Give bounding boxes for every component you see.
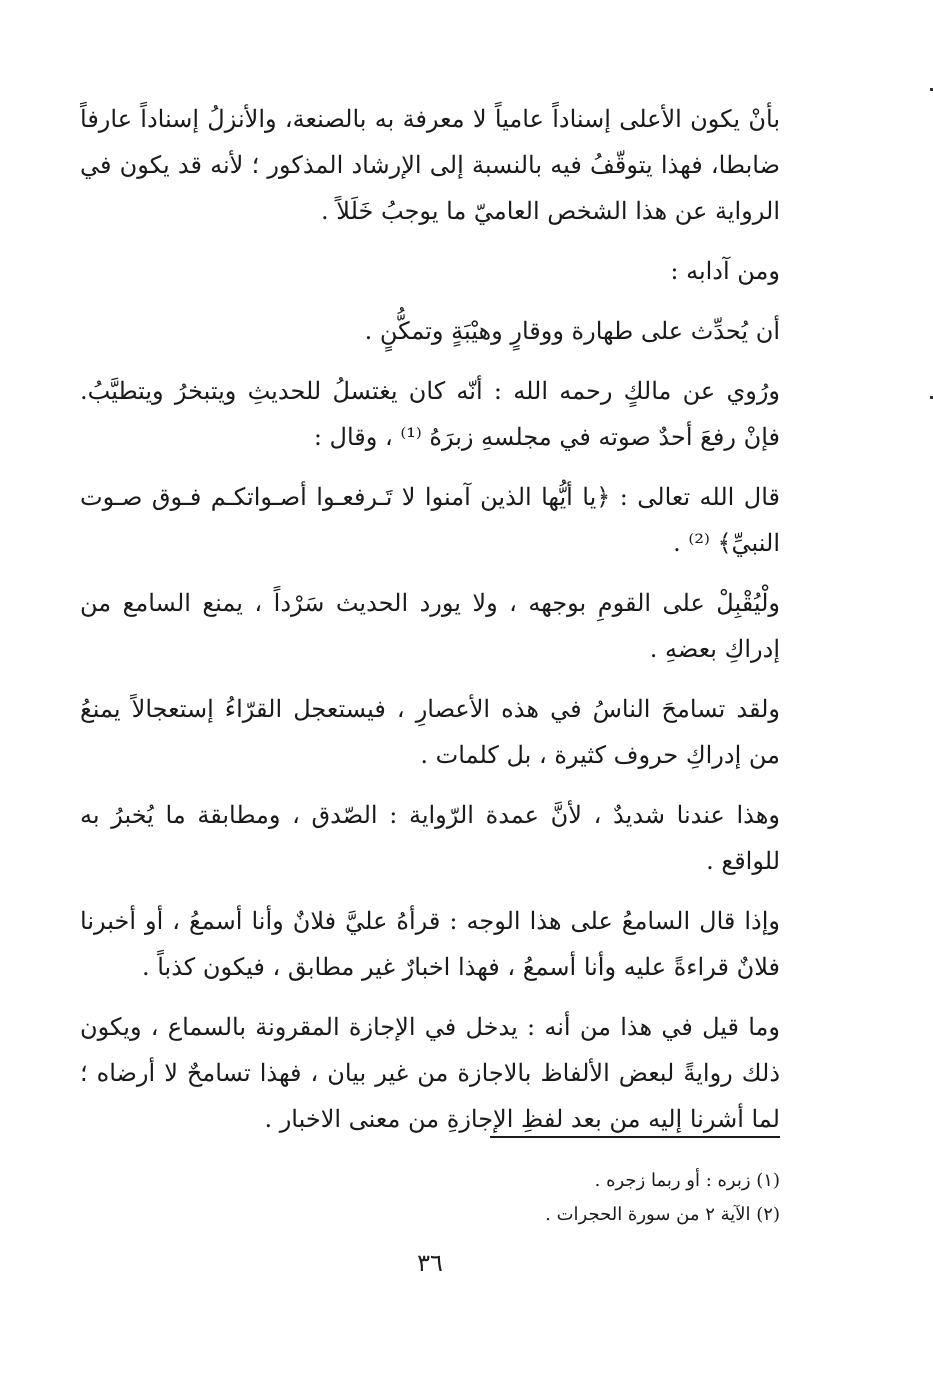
paragraph-7: ولقد تسامحَ الناسُ في هذه الأعصارِ ، فيستعجل القرّاءُ إستعجالاً يمنعُ من إدراكِ حروف كثيرة ، بل كلمات . [80,695,780,769]
paragraph-2: ومن آدابه : [670,257,780,285]
footnotes [80,1164,780,1232]
book-page [80,96,780,1356]
main-text [80,96,780,1142]
paragraph-1: بأنْ يكون الأعلى إسناداً عامياً لا معرفة به بالصنعة، والأنزلُ إسناداً عارفاً ضابطا، فهذا يتوقّفُ فيه بالنسبة إلى الإرشاد المذكور ؛ لأنه قد يكون في الرواية عن هذا الشخص العاميّ ما يوجبُ خَلَلاً . [80,105,780,225]
page-number: ٣٦ [417,1249,443,1277]
paragraph-5: قال الله تعالى : ﴿يا أيُّها الذين آمنوا لا تَـرفعـوا أصـواتكـم فـوق صـوت النبيِّ﴾ ⁽²⁾ . [80,483,780,557]
paragraph-6: ولْيُقْبِلْ على القومِ بوجهه ، ولا يورد الحديث سَرْداً ، يمنع السامع من إدراكِ بعضهِ . [80,589,780,663]
footnote-1: (١) زبره : أو ربما زجره . [594,1170,780,1191]
paragraph-9: وإذا قال السامعُ على هذا الوجه : قرأهُ عليَّ فلانٌ وأنا أسمعُ ، أو أخبرنا فلانٌ قراءةً عليه وأنا أسمعُ ، فهذا اخبارٌ غير مطابق ، فيكون كذباً . [80,907,780,981]
footnote-divider [490,1136,780,1138]
paragraph-4: ورُوي عن مالكٍ رحمه الله : أنّه كان يغتسلُ للحديثِ ويتبخرُ ويتطيَّبُ. فإنْ رفعَ أحدٌ صوته في مجلسهِ زبرَهُ ⁽¹⁾ ، وقال : [80,377,780,451]
paragraph-3: أن يُحدِّث على طهارة ووقارٍ وهيْبَةٍ وتمكُّنٍ . [364,317,780,345]
paragraph-10: وما قيل في هذا من أنه : يدخل في الإجازة المقرونة بالسماع ، ويكون ذلك روايةً لبعض الألفاظ بالاجازة من غير بيان ، فهذا تسامحٌ لا أرضاه ؛ لما أشرنا إليه من بعد لفظِ الإجازةِ من معنى الاخبار . [80,1013,780,1133]
footnote-2: (٢) الآية ٢ من سورة الحجرات . [545,1204,780,1225]
paragraph-8: وهذا عندنا شديدٌ ، لأنَّ عمدة الرّواية : الصّدق ، ومطابقة ما يُخبرُ به للواقع . [80,801,780,875]
